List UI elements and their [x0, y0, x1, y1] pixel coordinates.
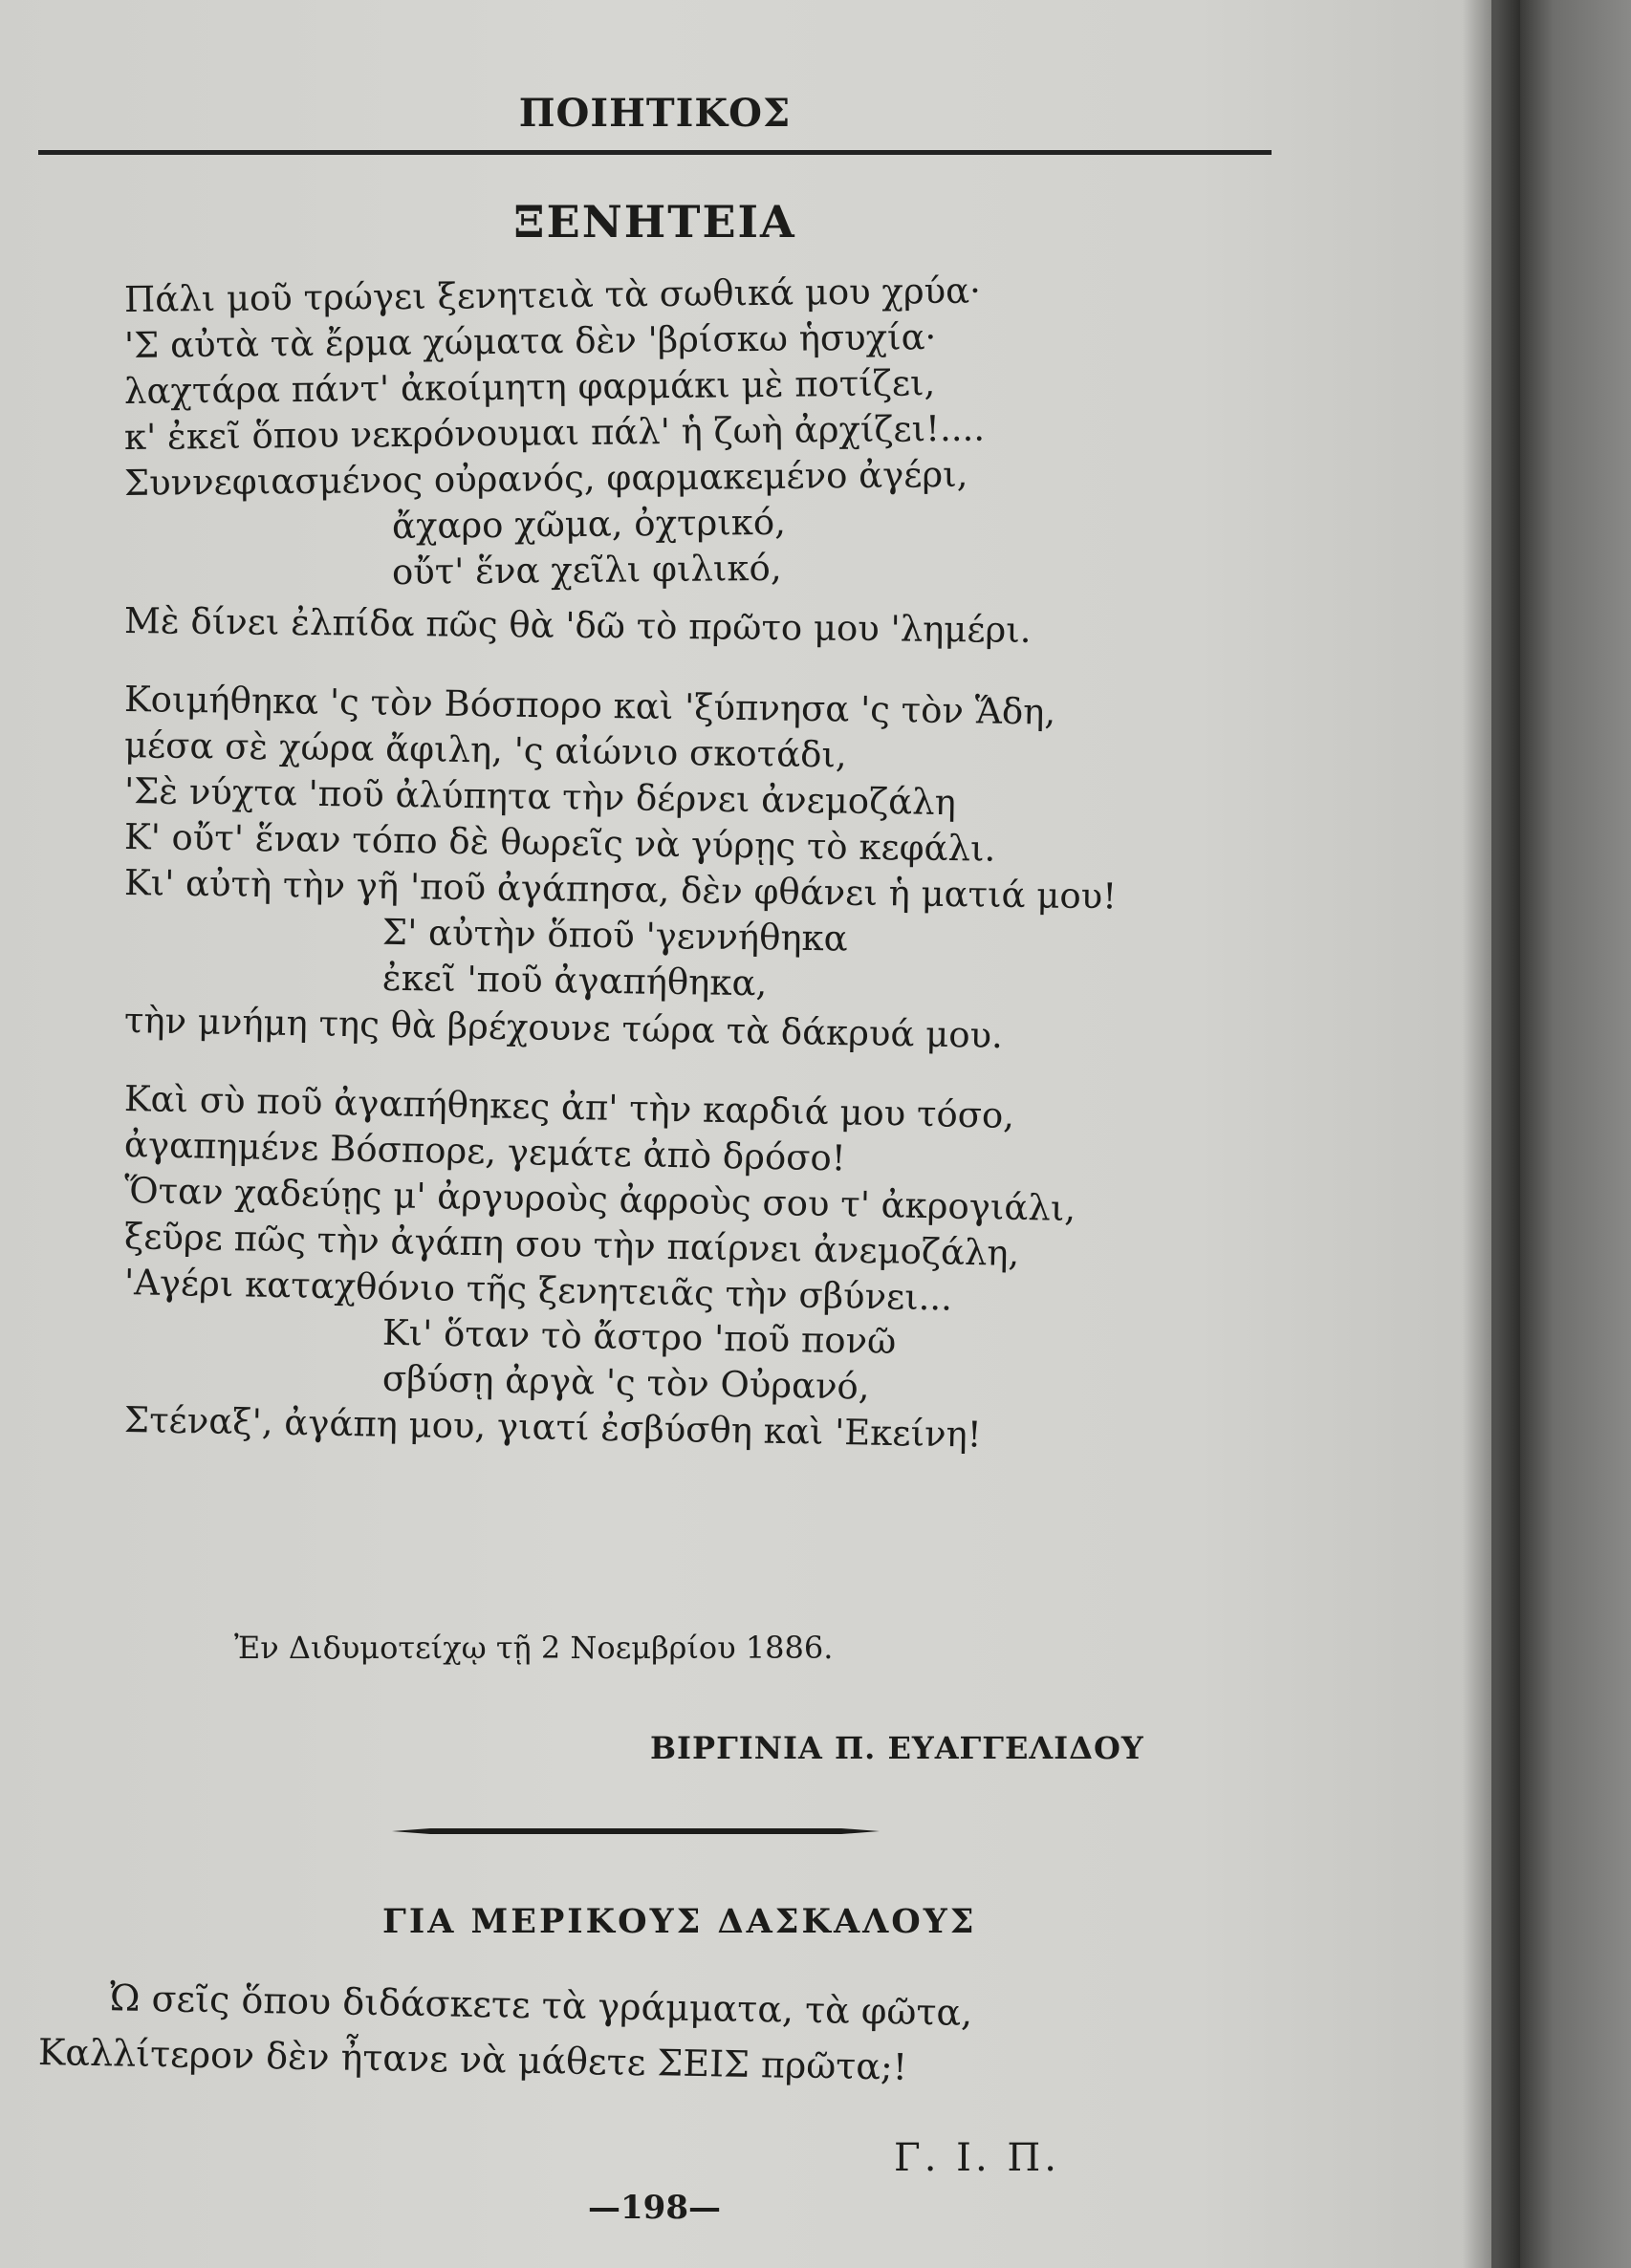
poem-line: Μὲ δίνει ἐλπίδα πῶς θὰ 'δῶ τὸ πρῶτο μου 'λημέρι.	[123, 600, 1032, 651]
epigram-title: ΓΙΑ ΜΕΡΙΚΟΥΣ ΔΑΣΚΑΛΟΥΣ	[382, 1902, 977, 1941]
epigram-line: Ὠ σεῖς ὅπου διδάσκετε τὰ γράμματα, τὰ φῶτα,	[109, 1976, 973, 2035]
poem-line: Συννεφιασμένος οὐρανός, φαρμακεμένο ἀγέρι,	[123, 453, 968, 504]
poem-line: οὔτ' ἕνα χεῖλι φιλικό,	[391, 547, 782, 594]
poem-line: 'Σὲ νύχτα 'ποῦ ἀλύπητα τὴν δέρνει ἀνεμοζάλη	[123, 770, 957, 824]
poem-body	[123, 270, 1319, 1456]
adjacent-page-edge	[1520, 0, 1631, 2268]
poem-line: Πάλι μοῦ τρώγει ξενητειὰ τὰ σωθικά μου χρύα·	[123, 270, 982, 320]
poem-line: κ' ἐκεῖ ὅπου νεκρόνουμαι πάλ' ἡ ζωὴ ἀρχίζει!....	[123, 407, 986, 458]
gutter-shadow	[1463, 0, 1520, 2268]
running-head: ΠΟΙΗΤΙΚΟΣ	[518, 91, 792, 136]
poem-author: ΒΙΡΓΙΝΙΑ Π. ΕΥΑΓΓΕΛΙΔΟΥ	[650, 1730, 1144, 1766]
poem-line: ἐκεῖ 'ποῦ ἀγαπήθηκα,	[381, 957, 768, 1004]
poem-line: λαχτάρα πάντ' ἀκοίμητη φαρμάκι μὲ ποτίζει,	[123, 362, 936, 412]
poem-line: Κι' ὅταν τὸ ἄστρο 'ποῦ πονῶ	[381, 1311, 897, 1363]
stanza	[123, 1076, 1319, 1456]
poem-line: Κοιμήθηκα 'ς τὸν Βόσπορο καὶ 'ξύπνησα 'ς τὸν Ἅδη,	[123, 679, 1056, 733]
poem-line: Κι' αὐτὴ τὴν γῆ 'ποῦ ἀγάπησα, δὲν φθάνει ἡ ματιά μου!	[123, 862, 1118, 918]
epigram-line: Καλλίτερον δὲν ἦτανε νὰ μάθετε ΣΕΙΣ πρῶτα;!	[37, 2031, 908, 2088]
poem-line: ἄχαρο χῶμα, ὀχτρικό,	[391, 501, 787, 548]
poem-dateline: Ἐν Διδυμοτείχῳ τῇ 2 Νοεμβρίου 1886.	[234, 1630, 834, 1666]
poem-title: ΞΕΝΗΤΕΙΑ	[513, 196, 796, 248]
poem-line: Σ' αὐτὴν ὅποῦ 'γεννήθηκα	[381, 911, 848, 960]
poem-line: σβύσῃ ἀργὰ 'ς τὸν Οὐρανό,	[381, 1357, 870, 1408]
poem-line: τὴν μνήμη της θὰ βρέχουνε τώρα τὰ δάκρυά μου.	[123, 1000, 1004, 1057]
poem-line: Κ' οὔτ' ἕναν τόπο δὲ θωρεῖς νὰ γύρῃς τὸ κεφάλι.	[123, 816, 996, 870]
poem-line: 'Σ αὐτὰ τὰ ἔρμα χώματα δὲν 'βρίσκω ἡσυχία·	[123, 316, 937, 366]
stanza	[123, 270, 1319, 651]
stanza	[123, 677, 1319, 1057]
poem-line: ξεῦρε πῶς τὴν ἀγάπη σου τὴν παίρνει ἀνεμοζάλη,	[123, 1216, 1020, 1274]
section-divider	[392, 1825, 880, 1837]
epigram-initials: Γ. Ι. Π.	[894, 2136, 1061, 2180]
header-rule	[38, 150, 1272, 155]
poem-line: μέσα σὲ χώρα ἄφιλη, 'ς αἰώνιο σκοτάδι,	[123, 724, 847, 776]
page-number: —198—	[588, 2189, 721, 2227]
poem-line: ἀγαπημένε Βόσπορε, γεμάτε ἀπὸ δρόσο!	[123, 1124, 847, 1179]
poem-line: Ὅταν χαδεύῃς μ' ἀργυροὺς ἀφροὺς σου τ' ἀκρογιάλι,	[123, 1170, 1076, 1230]
poem-line: Καὶ σὺ ποῦ ἀγαπήθηκες ἀπ' τὴν καρδιά μου τόσο,	[123, 1078, 1015, 1136]
epigram-body	[37, 1969, 1185, 2088]
poem-line: Στέναξ', ἀγάπη μου, γιατί ἐσβύσθη καὶ 'Εκείνη!	[123, 1399, 982, 1456]
poem-line: 'Αγέρι καταχθόνιο τῆς ξενητειᾶς τὴν σβύνει...	[123, 1262, 953, 1319]
